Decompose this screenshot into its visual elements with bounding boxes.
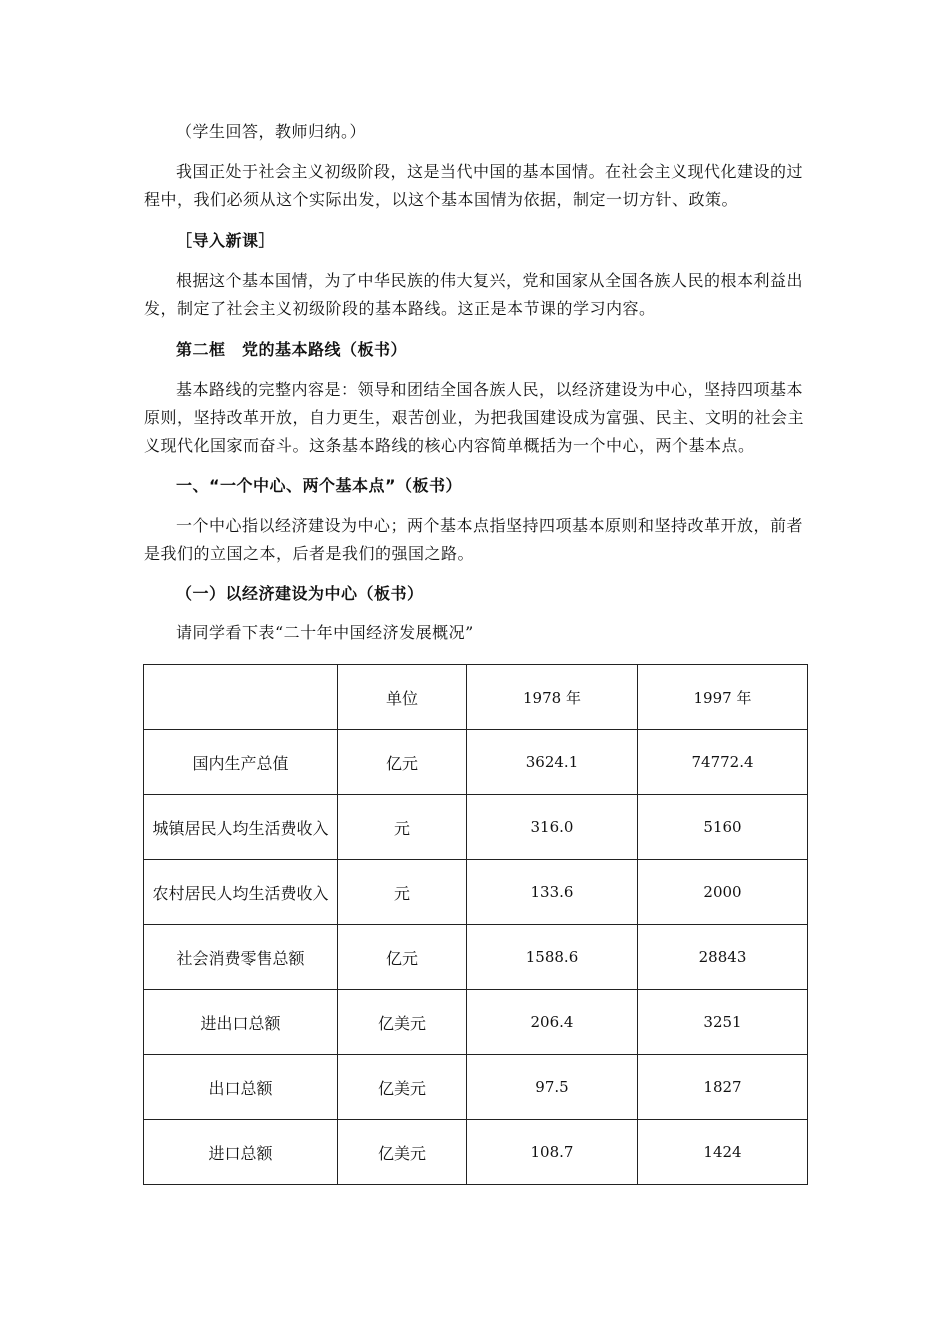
table-row [144, 1120, 808, 1185]
table-cell: 28843 [638, 925, 808, 990]
table-header-row [144, 665, 808, 730]
table-cell: 元 [338, 860, 467, 925]
center-points-paragraph: 一个中心指以经济建设为中心；两个基本点指坚持四项基本原则和坚持改革开放，前者是我们的立国之本，后者是我们的强国之路。 [144, 516, 804, 563]
header-cell: 1997 年 [638, 665, 808, 730]
table-cell: 1424 [638, 1120, 808, 1185]
table-cell: 1827 [638, 1055, 808, 1120]
table-cell: 进出口总额 [144, 990, 338, 1055]
table-cell: 97.5 [467, 1055, 638, 1120]
student-answer-note: （学生回答，教师归纳。） [176, 122, 367, 141]
table-cell: 亿元 [338, 925, 467, 990]
basic-national-condition-paragraph: 我国正处于社会主义初级阶段，这是当代中国的基本国情。在社会主义现代化建设的过程中，我们必须从这个实际出发，以这个基本国情为依据，制定一切方针、政策。 [144, 162, 804, 209]
table-cell: 亿美元 [338, 990, 467, 1055]
table-cell: 3251 [638, 990, 808, 1055]
table-cell: 108.7 [467, 1120, 638, 1185]
table-intro-line: 请同学看下表“二十年中国经济发展概况” [176, 623, 474, 642]
header-cell [144, 665, 338, 730]
table-cell: 国内生产总值 [144, 730, 338, 795]
table-cell: 社会消费零售总额 [144, 925, 338, 990]
table-cell: 316.0 [467, 795, 638, 860]
table-row [144, 795, 808, 860]
table-cell: 农村居民人均生活费收入 [144, 860, 338, 925]
subsection-heading-1-1: （一）以经济建设为中心（板书） [176, 584, 424, 603]
table-cell: 亿美元 [338, 1120, 467, 1185]
table-cell: 2000 [638, 860, 808, 925]
table-cell: 出口总额 [144, 1055, 338, 1120]
section-title: 第二框 党的基本路线（板书） [176, 340, 408, 359]
table-cell: 进口总额 [144, 1120, 338, 1185]
table-cell: 206.4 [467, 990, 638, 1055]
table-cell: 74772.4 [638, 730, 808, 795]
header-cell: 单位 [338, 665, 467, 730]
lesson-intro-heading: ［导入新课］ [176, 231, 276, 250]
table-row [144, 990, 808, 1055]
lesson-intro-paragraph: 根据这个基本国情，为了中华民族的伟大复兴，党和国家从全国各族人民的根本利益出发，制定了社会主义初级阶段的基本路线。这正是本节课的学习内容。 [144, 271, 804, 318]
table-row [144, 860, 808, 925]
table-row [144, 730, 808, 795]
table-cell: 亿元 [338, 730, 467, 795]
table-row [144, 1055, 808, 1120]
table-cell: 亿美元 [338, 1055, 467, 1120]
table-cell: 3624.1 [467, 730, 638, 795]
table-row [144, 925, 808, 990]
table-cell: 1588.6 [467, 925, 638, 990]
header-cell: 1978 年 [467, 665, 638, 730]
table-cell: 元 [338, 795, 467, 860]
table-cell: 133.6 [467, 860, 638, 925]
table-cell: 5160 [638, 795, 808, 860]
basic-line-paragraph: 基本路线的完整内容是：领导和团结全国各族人民，以经济建设为中心，坚持四项基本原则，坚持改革开放，自力更生，艰苦创业，为把我国建设成为富强、民主、文明的社会主义现代化国家而奋斗。这条基本路线的核心内容简单概括为一个中心，两个基本点。 [144, 380, 805, 455]
subsection-heading-1: 一、“一个中心、两个基本点”（板书） [176, 476, 463, 495]
economic-development-table [143, 664, 808, 1185]
table-cell: 城镇居民人均生活费收入 [144, 795, 338, 860]
